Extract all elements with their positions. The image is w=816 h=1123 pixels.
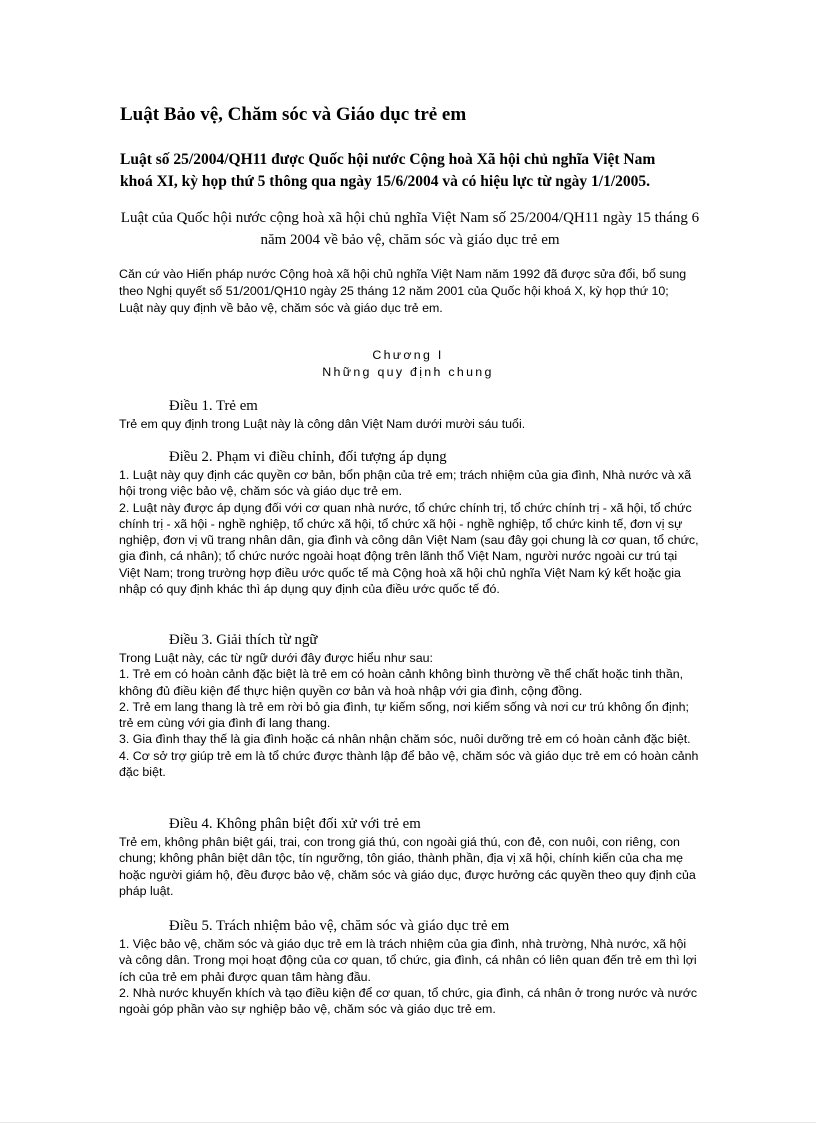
article-heading: Điều 3. Giải thích từ ngữ [169, 632, 318, 648]
document-subtitle: Luật số 25/2004/QH11 được Quốc hội nước Cộng hoà Xã hội chủ nghĩa Việt Nam khoá XI, kỳ họp thứ 5 thông qua ngày 15/6/2004 và có hiệu lực từ ngày 1/1/2005. [120, 151, 656, 190]
article-heading: Điều 2. Phạm vi điều chỉnh, đối tượng áp dụng [169, 449, 447, 465]
document-title: Luật Bảo vệ, Chăm sóc và Giáo dục trẻ em [120, 104, 467, 125]
article-paragraph: Trẻ em, không phân biệt gái, trai, con trong giá thú, con ngoài giá thú, con đẻ, con nuôi, con riêng, con chung; không phân biệt dân tộc, tín ngưỡng, tôn giáo, thành phần, địa vị xã hội, chính kiến của cha mẹ hoặc người giám hộ, đều được bảo vệ, chăm sóc và giáo dục, được hưởng các quyền theo quy định của pháp luật. [119, 835, 696, 898]
article-paragraph: 2. Luật này được áp dụng đối với cơ quan nhà nước, tổ chức chính trị, tổ chức chính trị - xã hội, tổ chức chính trị - xã hội - nghề nghiệp, tổ chức xã hội, tổ chức xã hội - nghề nghiệp, tổ chức kinh tế, đơn vị sự nghiệp, đơn vị vũ trang nhân dân, gia đình và công dân Việt Nam (sau đây gọi chung là cơ quan, tổ chức, gia đình, cá nhân); tổ chức nước ngoài hoạt động trên lãnh thổ Việt Nam, người nước ngoài cư trú tại Việt Nam; trong trường hợp điều ước quốc tế mà Cộng hoà xã hội chủ nghĩa Việt Nam ký kết hoặc gia nhập có quy định khác thì áp dụng quy định của điều ước quốc tế đó. [119, 500, 699, 597]
article-3 [119, 631, 701, 780]
article-1 [119, 397, 701, 432]
chapter-number: Chương I [372, 348, 444, 362]
article-paragraph: Trong Luật này, các từ ngữ dưới đây được hiểu như sau: [119, 651, 433, 665]
article-paragraph: 4. Cơ sở trợ giúp trẻ em là tổ chức được thành lập để bảo vệ, chăm sóc và giáo dục trẻ em có hoàn cảnh đặc biệt. [119, 748, 699, 780]
preamble-paragraph: Luật này quy định về bảo vệ, chăm sóc và giáo dục trẻ em. [119, 301, 443, 315]
article-paragraph: 2. Nhà nước khuyến khích và tạo điều kiện để cơ quan, tổ chức, gia đình, cá nhân ở trong nước và nước ngoài góp phần vào sự nghiệp bảo vệ, chăm sóc và giáo dục trẻ em. [119, 985, 698, 1017]
article-paragraph: 3. Gia đình thay thế là gia đình hoặc cá nhân nhận chăm sóc, nuôi dưỡng trẻ em có hoàn cảnh đặc biệt. [119, 732, 691, 747]
article-heading: Điều 5. Trách nhiệm bảo vệ, chăm sóc và giáo dục trẻ em [169, 918, 510, 934]
article-heading: Điều 4. Không phân biệt đối xử với trẻ em [169, 816, 421, 832]
article-heading: Điều 1. Trẻ em [169, 398, 258, 414]
preamble [119, 266, 699, 317]
article-2 [119, 448, 701, 597]
article-4 [119, 815, 701, 899]
article-paragraph: 1. Luật này quy định các quyền cơ bản, bổn phận của trẻ em; trách nhiệm của gia đình, Nhà nước và xã hội trong việc bảo vệ, chăm sóc và giáo dục trẻ em. [119, 468, 692, 499]
chapter-heading [250, 347, 566, 381]
law-intro: Luật của Quốc hội nước cộng hoà xã hội chủ nghĩa Việt Nam số 25/2004/QH11 ngày 15 tháng 6 năm 2004 về bảo vệ, chăm sóc và giáo dục trẻ em [120, 210, 700, 248]
article-paragraph: Trẻ em quy định trong Luật này là công dân Việt Nam dưới mười sáu tuổi. [119, 417, 526, 431]
chapter-title: Những quy định chung [322, 365, 494, 379]
article-5 [119, 917, 701, 1017]
article-paragraph: 1. Việc bảo vệ, chăm sóc và giáo dục trẻ em là trách nhiệm của gia đình, nhà trường, Nhà nước, xã hội và công dân. Trong mọi hoạt động của cơ quan, tổ chức, gia đình, cá nhân có liên quan đến trẻ em thì lợi ích của trẻ em phải được quan tâm hàng đầu. [119, 937, 697, 984]
article-paragraph: 1. Trẻ em có hoàn cảnh đặc biệt là trẻ em có hoàn cảnh không bình thường về thể chất hoặc tinh thần, không đủ điều kiện để thực hiện quyền cơ bản và hoà nhập với gia đình, cộng đồng. [119, 667, 684, 698]
preamble-paragraph: Căn cứ vào Hiến pháp nước Cộng hoà xã hội chủ nghĩa Việt Nam năm 1992 đã được sửa đổi, bổ sung theo Nghị quyết số 51/2001/QH10 ngày 25 tháng 12 năm 2001 của Quốc hội khoá X, kỳ họp thứ 10; [119, 267, 687, 298]
article-paragraph: 2. Trẻ em lang thang là trẻ em rời bỏ gia đình, tự kiếm sống, nơi kiếm sống và nơi cư trú không ổn định; trẻ em cùng với gia đình đi lang thang. [119, 699, 689, 731]
